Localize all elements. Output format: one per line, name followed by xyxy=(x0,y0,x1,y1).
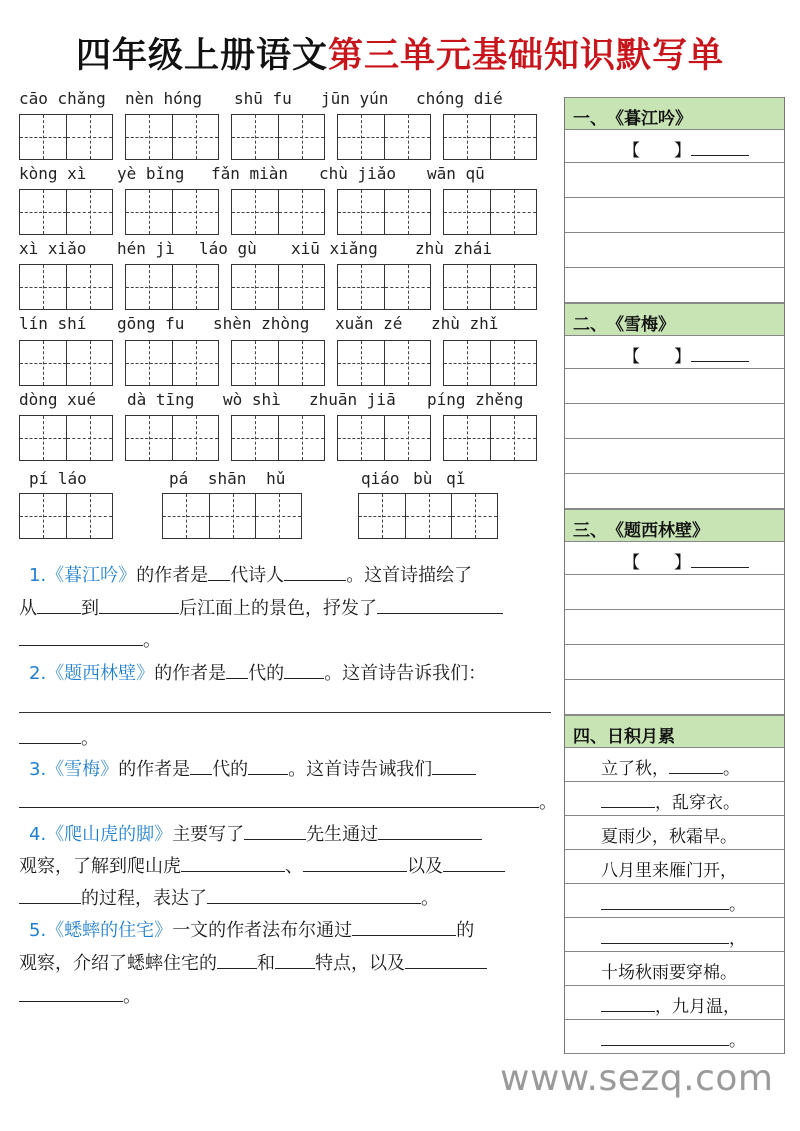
question-1-line-3: 。 xyxy=(19,627,161,653)
answer-blank[interactable] xyxy=(352,917,456,936)
writing-grid[interactable] xyxy=(443,340,537,386)
answer-blank[interactable] xyxy=(303,853,407,872)
proverb-row: 八月里来雁门开， xyxy=(565,850,784,884)
answer-blank[interactable] xyxy=(377,595,503,614)
writing-grid[interactable] xyxy=(125,114,219,160)
question-5: 5.《蟋蟀的住宅》一文的作者法布尔通过 的 xyxy=(29,917,474,943)
pinyin-text: lín shí xyxy=(19,314,87,333)
writing-grid[interactable] xyxy=(125,189,219,235)
writing-grid[interactable] xyxy=(125,340,219,386)
answer-blank[interactable] xyxy=(443,853,505,872)
pinyin-text: kòng xì xyxy=(19,164,87,183)
poem-line-row[interactable] xyxy=(565,575,784,610)
pinyin-text: fǎn miàn xyxy=(211,164,289,183)
writing-grid[interactable] xyxy=(337,264,431,310)
writing-grid[interactable] xyxy=(19,189,113,235)
proverb-row: 十场秋雨要穿棉。 xyxy=(565,952,784,986)
poem-line-row[interactable] xyxy=(565,369,784,404)
author-row[interactable]: 【 】 xyxy=(565,336,784,369)
section-header-2: 二、 《雪梅》 xyxy=(565,303,784,336)
answer-blank[interactable] xyxy=(691,343,749,362)
writing-grid[interactable] xyxy=(231,264,325,310)
pinyin-text: shū fu xyxy=(234,89,292,108)
question-2-line-3: 。 xyxy=(19,725,99,751)
pinyin-text: qiáo bù qǐ xyxy=(361,469,466,488)
writing-grid[interactable] xyxy=(19,415,113,461)
answer-blank[interactable] xyxy=(19,789,539,808)
answer-blank[interactable] xyxy=(601,993,655,1012)
poem-line-row[interactable] xyxy=(565,680,784,715)
poem-line-row[interactable] xyxy=(565,645,784,680)
answer-blank[interactable] xyxy=(378,821,482,840)
answer-blank[interactable] xyxy=(284,660,324,679)
answer-blank[interactable] xyxy=(405,950,487,969)
poem-line-row[interactable] xyxy=(565,610,784,645)
question-3-line-2: 。 xyxy=(19,789,557,815)
poem-line-row[interactable] xyxy=(565,404,784,439)
answer-blank[interactable] xyxy=(190,756,212,775)
pinyin-text: chóng dié xyxy=(416,89,503,108)
writing-grid[interactable] xyxy=(19,264,113,310)
pinyin-text: nèn hóng xyxy=(125,89,203,108)
proverb-row[interactable]: 。 xyxy=(565,1020,784,1054)
writing-grid[interactable] xyxy=(443,189,537,235)
author-row[interactable]: 【 】 xyxy=(565,542,784,575)
answer-blank[interactable] xyxy=(181,853,285,872)
question-5-line-3: 。 xyxy=(19,983,141,1009)
pinyin-text: yè bǐng xyxy=(117,164,185,183)
writing-grid[interactable] xyxy=(125,415,219,461)
title-grade: 四年级上册语文 xyxy=(75,35,328,76)
section-header-1: 一、 《暮江吟》 xyxy=(565,97,784,130)
section-header-4: 四、日积月累 xyxy=(565,715,784,748)
question-4-line-2: 观察，了解到爬山虎 、 以及 xyxy=(19,853,505,879)
pinyin-text: xiū xiǎng xyxy=(291,239,378,258)
pinyin-text: píng zhěng xyxy=(427,390,524,409)
answer-blank[interactable] xyxy=(275,950,315,969)
pinyin-text: zhù zhǐ xyxy=(431,314,499,333)
poem-line-row[interactable] xyxy=(565,474,784,509)
writing-grid[interactable] xyxy=(337,189,431,235)
pinyin-text: chù jiǎo xyxy=(319,164,397,183)
writing-grid[interactable] xyxy=(443,415,537,461)
proverb-row[interactable]: ， xyxy=(565,918,784,952)
answer-blank[interactable] xyxy=(207,885,421,904)
pinyin-text: jūn yún xyxy=(321,89,389,108)
answer-blank[interactable] xyxy=(19,983,123,1002)
writing-grid[interactable] xyxy=(231,340,325,386)
writing-grid[interactable] xyxy=(337,340,431,386)
pinyin-text: hén jì xyxy=(117,239,175,258)
pinyin-text: pí láo xyxy=(29,469,87,488)
question-1: 1.《暮江吟》的作者是 代诗人 。这首诗描绘了 xyxy=(29,562,472,588)
answer-blank[interactable] xyxy=(691,549,749,568)
answer-blank[interactable] xyxy=(99,595,179,614)
writing-grid[interactable] xyxy=(337,415,431,461)
pinyin-text: xuǎn zé xyxy=(335,314,403,333)
writing-grid[interactable] xyxy=(19,340,113,386)
question-title: 《暮江吟》 xyxy=(46,565,137,586)
question-4: 4.《爬山虎的脚》主要写了 先生通过 xyxy=(29,821,482,847)
poem-line-row[interactable] xyxy=(565,439,784,474)
proverb-row: 夏雨少，秋霜早。 xyxy=(565,816,784,850)
writing-grid[interactable] xyxy=(337,114,431,160)
proverb-row[interactable]: 立了秋， 。 xyxy=(565,748,784,782)
writing-grid[interactable] xyxy=(231,114,325,160)
writing-grid[interactable] xyxy=(231,189,325,235)
answer-blank[interactable] xyxy=(284,562,346,581)
writing-grid[interactable] xyxy=(162,493,302,539)
question-3: 3.《雪梅》的作者是 代的 。这首诗告诫我们 xyxy=(29,756,476,782)
pinyin-text: shèn zhòng xyxy=(213,314,310,333)
question-title: 《题西林壁》 xyxy=(46,663,155,684)
poem-line-row[interactable] xyxy=(565,198,784,233)
writing-grid[interactable] xyxy=(19,493,113,539)
question-1-line-2: 从 到 后江面上的景色，抒发了 xyxy=(19,595,503,621)
answer-blank[interactable] xyxy=(601,1027,729,1046)
pinyin-text: dà tīng xyxy=(127,390,195,409)
pinyin-text: láo gù xyxy=(199,239,257,258)
question-number: 2. xyxy=(29,663,47,684)
answer-blank[interactable] xyxy=(37,595,81,614)
proverb-row[interactable]: ，乱穿衣。 xyxy=(565,782,784,816)
question-number: 3. xyxy=(29,759,47,780)
answer-blank[interactable] xyxy=(669,755,723,774)
pinyin-text: wò shì xyxy=(223,390,281,409)
proverb-row[interactable]: ，九月温， xyxy=(565,986,784,1020)
answer-blank[interactable] xyxy=(226,660,248,679)
question-2: 2.《题西林壁》的作者是 代的 。这首诗告诉我们： xyxy=(29,660,486,686)
pinyin-text: cāo chǎng xyxy=(19,89,106,108)
poem-dictation-table xyxy=(564,97,785,1054)
poem-line-row[interactable] xyxy=(565,163,784,198)
answer-blank[interactable] xyxy=(691,137,749,156)
answer-blank[interactable] xyxy=(601,925,729,944)
answer-blank[interactable] xyxy=(19,725,81,744)
answer-blank[interactable] xyxy=(432,756,476,775)
question-title: 《雪梅》 xyxy=(46,759,119,780)
question-5-line-2: 观察，介绍了蟋蟀住宅的 和 特点，以及 xyxy=(19,950,487,976)
pinyin-text: xì xiǎo xyxy=(19,239,87,258)
writing-grid[interactable] xyxy=(358,493,498,539)
answer-blank[interactable] xyxy=(601,891,729,910)
answer-blank[interactable] xyxy=(208,562,230,581)
poem-line-row[interactable] xyxy=(565,268,784,303)
writing-grid[interactable] xyxy=(231,415,325,461)
writing-grid[interactable] xyxy=(125,264,219,310)
writing-grid[interactable] xyxy=(443,114,537,160)
page-title xyxy=(0,28,800,78)
question-number: 4. xyxy=(29,824,47,845)
pinyin-text: dòng xué xyxy=(19,390,97,409)
question-number: 5. xyxy=(29,920,47,941)
title-unit: 第三单元基础知识默写单 xyxy=(328,35,725,76)
pinyin-text: wān qū xyxy=(427,164,485,183)
pinyin-text: zhuān jiā xyxy=(309,390,396,409)
question-title: 《蟋蟀的住宅》 xyxy=(46,920,173,941)
answer-blank[interactable] xyxy=(19,627,143,646)
pinyin-text: gōng fu xyxy=(117,314,185,333)
author-row[interactable]: 【 】 xyxy=(565,130,784,163)
answer-blank[interactable] xyxy=(244,821,306,840)
question-number: 1. xyxy=(29,565,47,586)
writing-grid[interactable] xyxy=(19,114,113,160)
writing-grid[interactable] xyxy=(443,264,537,310)
answer-blank[interactable] xyxy=(217,950,257,969)
question-4-line-3: 的过程，表达了 。 xyxy=(19,885,439,911)
proverb-row[interactable]: 。 xyxy=(565,884,784,918)
poem-line-row[interactable] xyxy=(565,233,784,268)
pinyin-text: pá shān hǔ xyxy=(169,469,286,488)
answer-blank[interactable] xyxy=(19,885,81,904)
watermark: www.sezq.com xyxy=(500,1058,774,1099)
pinyin-text: zhù zhái xyxy=(415,239,493,258)
question-title: 《爬山虎的脚》 xyxy=(46,824,173,845)
answer-blank[interactable] xyxy=(248,756,288,775)
answer-blank[interactable] xyxy=(601,789,655,808)
section-header-3: 三、 《题西林壁》 xyxy=(565,509,784,542)
answer-line[interactable] xyxy=(19,712,551,713)
